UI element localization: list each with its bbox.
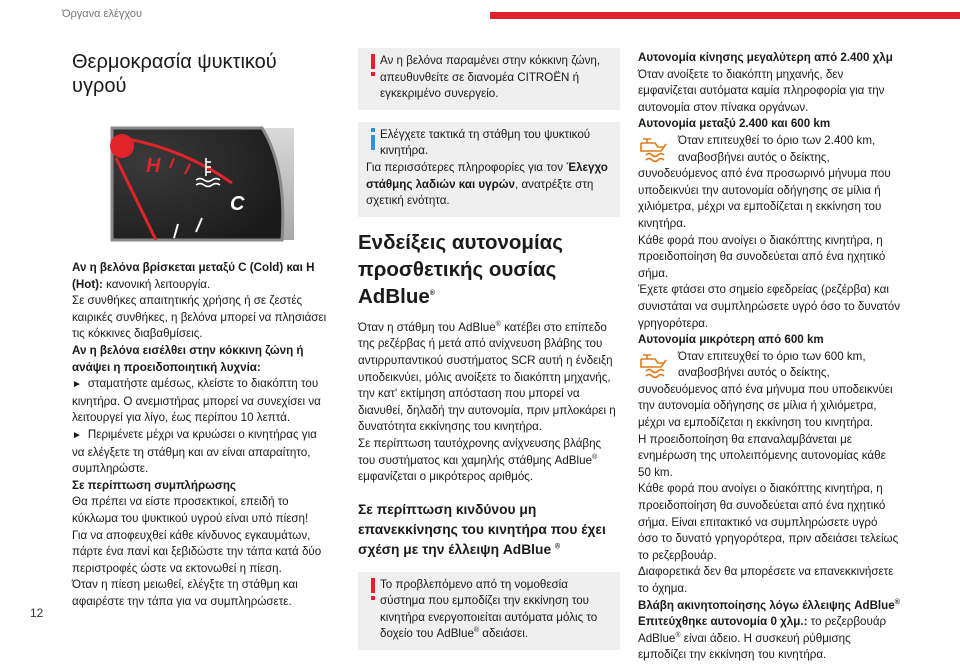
paragraph-reserve: Έχετε φτάσει στο σημείο εφεδρείας (ρεζέρβα) και συνιστάται να συμπληρώσετε υγρό όσο το δυνατόν γρηγορότερα. [638, 283, 901, 330]
paragraph-600-limit: Όταν επιτευχθεί το όριο των 600 km, αναβοσβήνει αυτός ο δείκτης, συνοδευόμενος από ένα μήνυμα που υποδεικνύει την αυτονομία οδήγησης σε μίλια ή χιλιόμετρα, μέχρι να εμποδίζεται η εκκίνηση του κινητήρα. [638, 349, 893, 430]
info-box-coolant-level: Ελέγχετε τακτικά τη στάθμη του ψυκτικού κινητήρα. Για περισσότερες πληροφορίες για τον Έλεγχο στάθμης λαδιών και υγρών, ανατρέξτε στη σχετική ενότητα. [358, 122, 620, 217]
column-adblue [358, 50, 620, 662]
column-range [638, 50, 900, 664]
paragraph-pressure: Θα πρέπει να είστε προσεκτικοί, επειδή το κύκλωμα του ψυκτικού υγρού είναι υπό πίεση! [72, 495, 309, 525]
paragraph-burns: Για να αποφευχθεί κάθε κίνδυνος εγκαυμάτων, πάρτε ένα πανί και ξεβιδώστε την τάπα κατά δύο περιστροφές ώστε να εκτονωθεί η πίεση. [72, 528, 322, 575]
info-icon [368, 128, 378, 150]
warning-exclamation-icon [368, 578, 378, 600]
heading-range-2400-600: Αυτονομία μεταξύ 2.400 και 600 km [638, 117, 831, 131]
running-header: Όργανα ελέγχου [62, 8, 142, 20]
adblue-warning-icon [638, 351, 672, 379]
section-title-coolant: Θερμοκρασία ψυκτικού υγρού [72, 51, 277, 97]
coolant-gauge-image [112, 128, 294, 240]
paragraph-red-zone-heading: Αν η βελόνα εισέλθει στην κόκκινη ζώνη ή ανάψει η προειδοποιητική λυχνία: [72, 343, 304, 374]
paragraph-adblue-range: Όταν η στάθμη του AdBlue® κατέβει στο επίπεδο της ρεζέρβας ή μετά από ανίχνευση βλάβης του αντιρρυπαντικού συστήματος SCR αυτή η ένδειξη υποδεικνύει, μόλις ανοίξετε το διακόπτη μηχανής, την κατ' εκτίμηση απόσταση που μπορεί να διανυθεί, δηλαδή την αυτονομία, πριν μπλοκάρει η δυνατότητα εκκίνησης του κινητήρα. [358, 320, 616, 434]
paragraph-normal-range: Αν η βελόνα βρίσκεται μεταξύ C (Cold) και H (Hot): κανονική λειτουργία. [72, 261, 315, 291]
paragraph-smaller-number: Σε περίπτωση ταυτόχρονης ανίχνευσης βλάβης του συστήματος και χαμηλής στάθμης AdBlue® εμφανίζεται ο μικρότερος αριθμός. [358, 436, 602, 484]
warning-box-empty-tank: Το προβλεπόμενο από τη νομοθεσία σύστημα που εμποδίζει την εκκίνηση του κινητήρα ενεργοποιείται αυτόματα μόλις το δοχείο του AdBlue® αδειάσει. [358, 572, 620, 650]
arrow-bullet-icon: ► [72, 429, 82, 441]
paragraph-zero-range: Επιτεύχθηκε αυτονομία 0 χλμ.: το ρεζερβουάρ AdBlue® είναι άδειο. Η συσκευή ρύθμισης εμποδίζει την εκκίνηση του κινητήρα. [638, 615, 887, 662]
gauge-label-hot: H [146, 155, 161, 177]
heading-range-over-2400: Αυτονομία κίνησης μεγαλύτερη από 2.400 χλμ [638, 51, 893, 64]
warning-box-red-zone: Αν η βελόνα παραμένει στην κόκκινη ζώνη, απευθυνθείτε σε διανομέα CITROËN ή εγκεκριμένο συνεργείο. [358, 48, 620, 110]
arrow-bullet-icon: ► [72, 379, 82, 391]
paragraph-remove-cap: Όταν η πίεση μειωθεί, ελέγξτε τη στάθμη και αφαιρέστε την τάπα για να συμπληρώσετε. [72, 578, 298, 608]
section-title-adblue: Ενδείξεις αυτονομίας προσθετικής ουσίας AdBlue® [358, 230, 563, 308]
bullet-wait-cool: ► Περιμένετε μέχρι να κρυώσει ο κινητήρας για να ελέγξετε τη στάθμη και αν είναι απαραίτητο, συμπληρώστε. [72, 427, 317, 476]
paragraph-repeat-warning: Η προειδοποίηση θα επαναλαμβάνεται με ενημέρωση της υπολειπόμενης αυτονομίας κάθε 50 km. [638, 432, 886, 479]
gauge-label-cold: C [230, 193, 245, 215]
bullet-stop-engine: ► σταματήστε αμέσως, κλείστε το διακόπτη του κινητήρα. Ο ανεμιστήρας μπορεί να συνεχίσει να λειτουργεί για λίγο, έως περίπου 10 λεπτά. [72, 377, 321, 425]
needle-hub [110, 134, 134, 158]
section-title-no-restart: Σε περίπτωση κινδύνου μη επανεκκίνησης του κινητήρα που έχει σχέση με την έλλειψη AdBlue ® [358, 501, 606, 557]
paragraph-refill-urgent: Κάθε φορά που ανοίγει ο διακόπτης κινητήρα, η προειδοποίηση θα συνοδεύεται από ένα ηχητικό σήμα. Είναι επιτακτικό να συμπληρώσετε υγρό όσο το δυνατό γρηγορότερα, πριν αδειάσει τελείως το ρεζερβουάρ. [638, 482, 899, 562]
heading-range-under-600: Αυτονομία μικρότερη από 600 km [638, 333, 824, 347]
paragraph-no-info: Όταν ανοίξετε το διακόπτη μηχανής, δεν εμφανίζεται αυτόματα καμία πληροφορία για την αυτονομία στον πίνακα οργάνων. [638, 67, 885, 114]
page-number: 12 [30, 606, 44, 620]
heading-immobilisation: Βλάβη ακινητοποίησης λόγω έλλειψης AdBlue® [638, 598, 900, 612]
column-coolant [72, 50, 330, 610]
heading-topping-up: Σε περίπτωση συμπλήρωσης [72, 478, 236, 492]
warning-exclamation-icon [368, 54, 378, 76]
header-accent-bar [490, 12, 960, 19]
paragraph-audible-signal: Κάθε φορά που ανοίγει ο διακόπτης κινητήρα, η προειδοποίηση θα συνοδεύεται από ένα ηχητικό σήμα. [638, 233, 886, 280]
paragraph-hard-use: Σε συνθήκες απαιτητικής χρήσης ή σε ζεστές καιρικές συνθήκες, η βελόνα μπορεί να πλησιάσει τις κόκκινες διαβαθμίσεις. [72, 294, 327, 341]
paragraph-no-restart: Διαφορετικά δεν θα μπορέσετε να επανεκκινήσετε το όχημα. [638, 565, 894, 595]
adblue-warning-icon [638, 135, 672, 163]
paragraph-2400-limit: Όταν επιτευχθεί το όριο των 2.400 km, αναβοσβήνει αυτός ο δείκτης, συνοδευόμενος από ένα προσωρινό μήνυμα που υποδεικνύει την αυτονομία οδήγησης σε μίλια ή χιλιόμετρα, μέχρι να εμποδίζεται η εκκίνηση του κινητήρα. [638, 133, 891, 230]
